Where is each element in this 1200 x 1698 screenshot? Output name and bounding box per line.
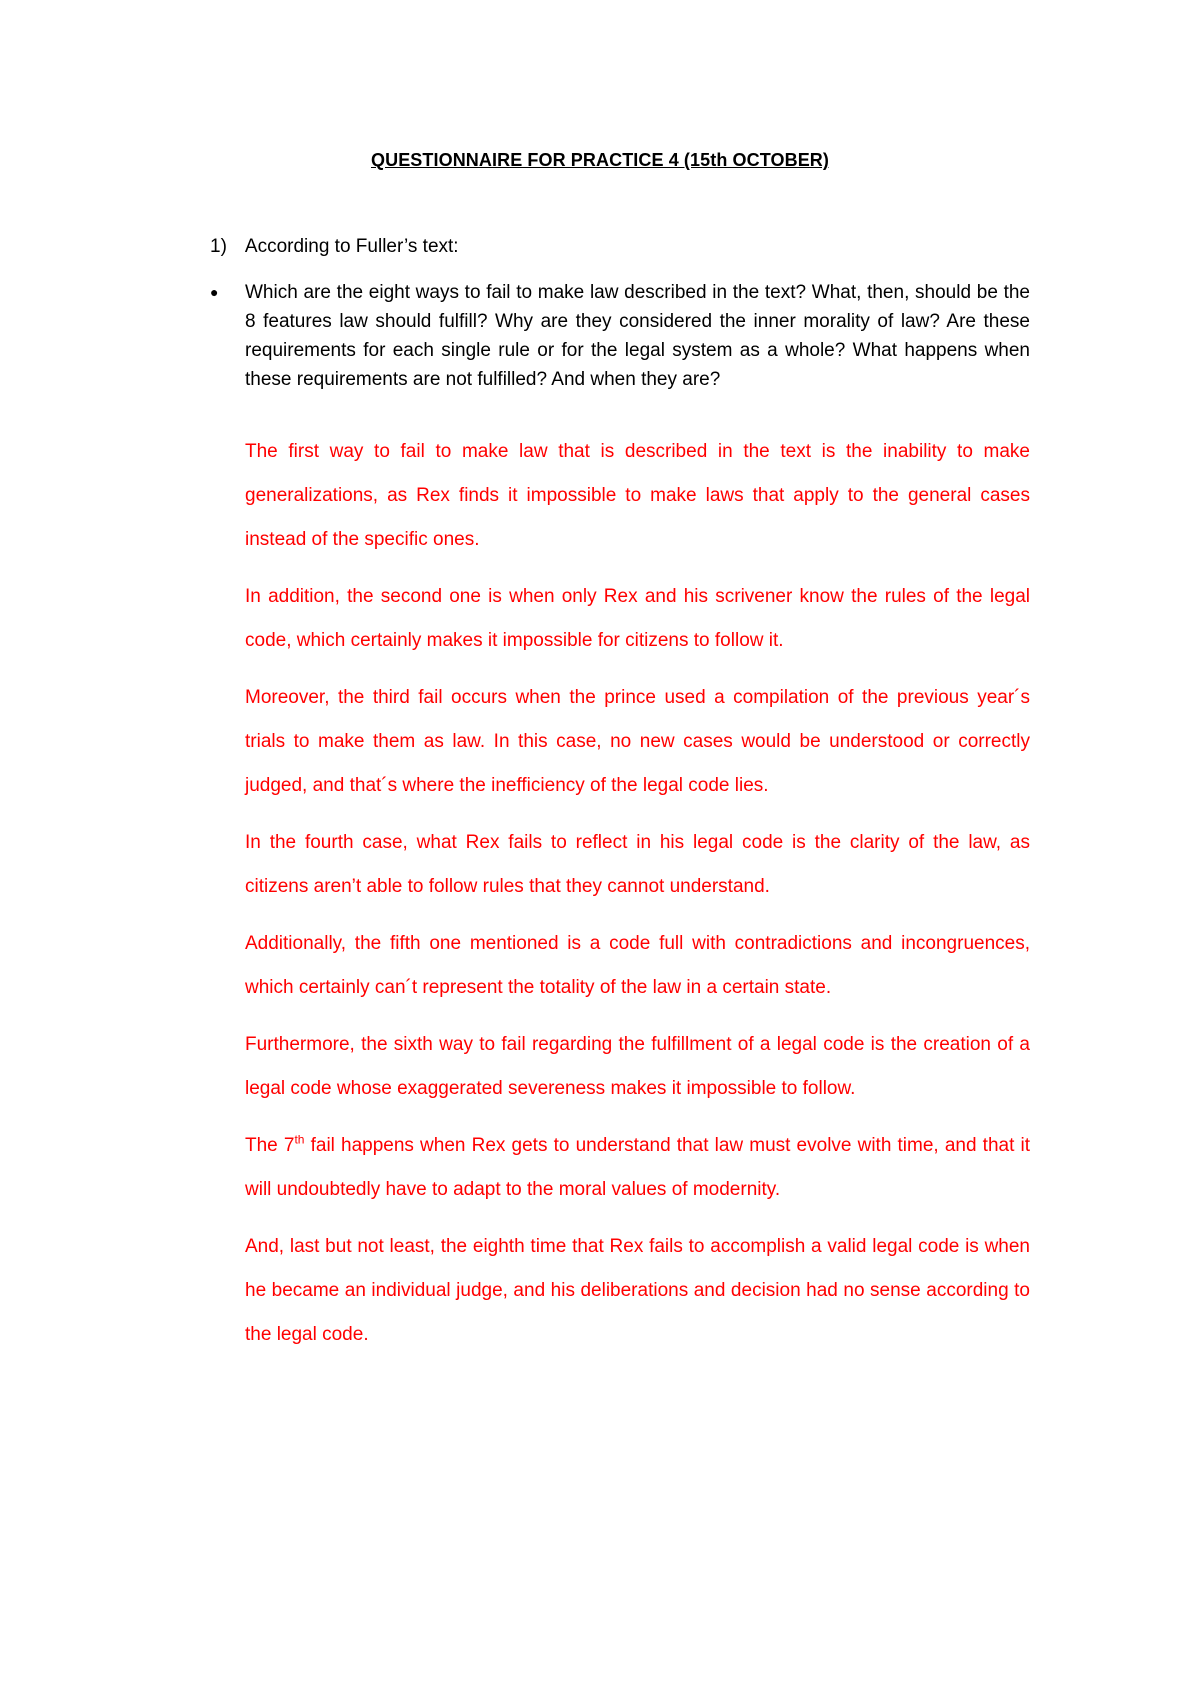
question-heading-text: According to Fuller’s text: — [244, 236, 459, 257]
answer-paragraph-7 — [245, 1124, 1030, 1212]
answer-paragraph-5: Additionally, the fifth one mentioned is a code full with contradictions and incongruences, which certainly can´t represent the totality of the law in a certain state. — [245, 933, 1030, 998]
answer-paragraph-3: Moreover, the third fail occurs when the prince used a compilation of the previous year´s trials to make them as law. In this case, no new cases would be understood or correctly judged, and that´s where the inefficiency of the legal code lies. — [245, 687, 1030, 796]
answer-section — [245, 430, 1030, 1370]
answer-paragraph-1: The first way to fail to make law that is described in the text is the inability to make generalizations, as Rex finds it impossible to make laws that apply to the general cases instead of the specific ones. — [245, 441, 1030, 550]
question-heading — [210, 236, 459, 258]
answer-7-superscript: th — [294, 1132, 305, 1147]
answer-paragraph-4: In the fourth case, what Rex fails to reflect in his legal code is the clarity of the law, as citizens aren’t able to follow rules that they cannot understand. — [245, 832, 1030, 897]
answer-paragraph-8: And, last but not least, the eighth time that Rex fails to accomplish a valid legal code is when he became an individual judge, and his deliberations and decision had no sense according to the legal code. — [245, 1236, 1030, 1345]
question-bullet-item — [210, 278, 1030, 394]
document-title: QUESTIONNAIRE FOR PRACTICE 4 (15th OCTOBER) — [371, 150, 829, 170]
answer-paragraph-2: In addition, the second one is when only Rex and his scrivener know the rules of the legal code, which certainly makes it impossible for citizens to follow it. — [245, 586, 1030, 651]
answer-paragraph-6: Furthermore, the sixth way to fail regarding the fulfillment of a legal code is the creation of a legal code whose exaggerated severeness makes it impossible to follow. — [245, 1034, 1030, 1099]
answer-7-rest: fail happens when Rex gets to understand that law must evolve with time, and that it will undoubtedly have to adapt to the moral values of modernity. — [245, 1135, 1031, 1200]
answer-7-prefix: The 7 — [245, 1135, 295, 1156]
question-text: Which are the eight ways to fail to make law described in the text? What, then, should be the 8 features law should fulfill? Why are they considered the inner morality of law? Are these requirements for each single rule or for the legal system as a whole? What happens when these requirements are not fulfilled? And when they are? — [245, 282, 1030, 390]
bullet-icon: ● — [210, 284, 219, 300]
question-number: 1) — [210, 236, 227, 257]
